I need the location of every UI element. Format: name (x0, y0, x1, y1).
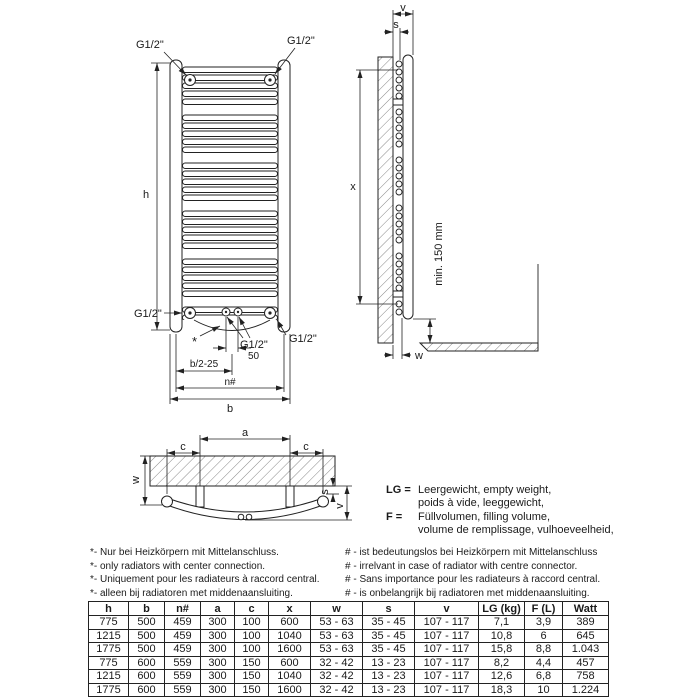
cell-watt: 457 (563, 656, 609, 670)
legend-key-f: F = (386, 511, 403, 523)
center-connection-plan-right (246, 514, 252, 520)
rung-tubes-section (395, 60, 403, 316)
cell-f: 8,8 (525, 643, 563, 657)
wall-plan (150, 456, 335, 486)
footnote-star-de: *- Nur bei Heizkörpern mit Mittelanschluss. (90, 547, 279, 558)
cell-n: 559 (165, 656, 201, 670)
col-header-s: s (363, 602, 415, 616)
cell-n: 459 (165, 643, 201, 657)
side-view-drawing (348, 2, 548, 367)
cell-h: 1775 (89, 683, 129, 697)
label-g12-bottom-center: G1/2" (240, 339, 268, 351)
cell-v: 107 - 117 (415, 629, 479, 643)
col-header-n: n# (165, 602, 201, 616)
label-dim-v-plan: v (334, 503, 346, 509)
footnotes-star (90, 546, 320, 600)
cell-c: 150 (235, 670, 269, 684)
cell-watt: 1.043 (563, 643, 609, 657)
label-g12-top-left: G1/2" (136, 39, 164, 51)
bracket-plan-right (286, 486, 294, 507)
cell-lg: 8,2 (479, 656, 525, 670)
cell-a: 300 (201, 629, 235, 643)
curved-tube-plan (167, 498, 323, 520)
cell-x: 1040 (269, 670, 311, 684)
label-dim-c-left: c (180, 441, 186, 453)
table-row (89, 616, 609, 630)
cell-h: 775 (89, 616, 129, 630)
label-g12-bottom-right: G1/2" (289, 333, 317, 345)
label-dim-w-plan: w (130, 476, 142, 484)
legend-key-lg: LG = (386, 484, 411, 496)
legend (386, 484, 614, 538)
table-row (89, 683, 609, 697)
col-header-watt: Watt (563, 602, 609, 616)
cell-c: 100 (235, 616, 269, 630)
cell-b: 600 (129, 670, 165, 684)
cell-watt: 758 (563, 670, 609, 684)
radiator-top-body (162, 486, 329, 520)
label-dim-w: w (415, 350, 423, 362)
cell-b: 500 (129, 629, 165, 643)
cell-v: 107 - 117 (415, 616, 479, 630)
cell-a: 300 (201, 616, 235, 630)
col-header-f: F (L) (525, 602, 563, 616)
col-header-h: h (89, 602, 129, 616)
footnotes-hash (345, 546, 600, 600)
label-g12-top-right: G1/2" (287, 35, 315, 47)
footnote-hash-de: # - ist bedeutungslos bei Heizkörpern mit Mittelanschluss (345, 547, 598, 558)
label-dim-h: h (142, 189, 150, 201)
cell-v: 107 - 117 (415, 683, 479, 697)
cell-h: 1215 (89, 670, 129, 684)
cell-watt: 389 (563, 616, 609, 630)
cell-f: 10 (525, 683, 563, 697)
cell-x: 1600 (269, 683, 311, 697)
cell-n: 459 (165, 629, 201, 643)
legend-f-line2: volume de remplissage, vulhoeveelheid, (418, 524, 614, 536)
label-dim-x: x (350, 181, 356, 193)
right-rail (278, 60, 290, 332)
cell-n: 559 (165, 670, 201, 684)
cell-x: 600 (269, 656, 311, 670)
table-row (89, 656, 609, 670)
table-row (89, 629, 609, 643)
cell-v: 107 - 117 (415, 670, 479, 684)
col-header-v: v (415, 602, 479, 616)
label-dim-b2-25: b/2-25 (189, 359, 219, 370)
cell-h: 1775 (89, 643, 129, 657)
footnote-star-fr: *- Uniquement pour les radiateurs à raccord central. (90, 574, 320, 585)
left-rail (170, 60, 182, 332)
cell-s: 35 - 45 (363, 616, 415, 630)
footnote-star-en: *- only radiators with center connection. (90, 560, 266, 572)
front-rail-side (403, 55, 413, 319)
cell-a: 300 (201, 643, 235, 657)
rail-end-right (318, 496, 329, 507)
label-dim-s: s (393, 19, 399, 31)
cell-s: 35 - 45 (363, 629, 415, 643)
cell-s: 13 - 23 (363, 670, 415, 684)
label-dim-n: n# (224, 377, 236, 388)
cell-c: 100 (235, 629, 269, 643)
wall-section (378, 57, 393, 343)
radiator-rungs (182, 66, 278, 320)
cell-f: 4,4 (525, 656, 563, 670)
label-min-clearance: min. 150 mm (433, 222, 445, 286)
legend-lg-line2: poids à vide, leeggewicht, (418, 497, 544, 509)
col-header-w: w (311, 602, 363, 616)
label-dim-c-right: c (303, 441, 309, 453)
label-dim-a: a (241, 428, 249, 439)
center-connection-bow (194, 320, 270, 331)
col-header-lg: LG (kg) (479, 602, 525, 616)
cell-n: 559 (165, 683, 201, 697)
footnote-hash-en: # - irrelvant in case of radiator with centre connector. (345, 560, 578, 572)
cell-lg: 7,1 (479, 616, 525, 630)
cell-h: 1215 (89, 629, 129, 643)
cell-w: 53 - 63 (311, 643, 363, 657)
cell-c: 150 (235, 656, 269, 670)
cell-n: 459 (165, 616, 201, 630)
cell-f: 6,8 (525, 670, 563, 684)
front-view-drawing (90, 8, 340, 424)
cell-b: 600 (129, 683, 165, 697)
cell-s: 35 - 45 (363, 643, 415, 657)
legend-row-lg (386, 484, 614, 510)
legend-lg-line1: Leergewicht, empty weight, (418, 484, 552, 496)
label-dim-b: b (226, 403, 234, 415)
footnote-hash-fr: # - Sans importance pour les radiateurs à raccord central. (345, 574, 601, 585)
label-dim-v: v (400, 2, 406, 14)
footnote-hash-nl: # - is onbelangrijk bij radiatoren met middenaansluiting. (345, 587, 590, 599)
cell-c: 150 (235, 683, 269, 697)
cell-watt: 1.224 (563, 683, 609, 697)
col-header-c: c (235, 602, 269, 616)
cell-w: 53 - 63 (311, 616, 363, 630)
label-g12-bottom-left: G1/2" (134, 308, 162, 320)
cell-a: 300 (201, 670, 235, 684)
cell-x: 600 (269, 616, 311, 630)
cell-w: 32 - 42 (311, 683, 363, 697)
cell-f: 3,9 (525, 616, 563, 630)
cell-x: 1600 (269, 643, 311, 657)
dimensions-table (88, 601, 609, 697)
bracket-plan-left (196, 486, 204, 507)
footnote-star-nl: *- alleen bij radiatoren met middenaansluiting. (90, 587, 293, 599)
table-row (89, 670, 609, 684)
label-dim-50: 50 (248, 351, 260, 362)
cell-v: 107 - 117 (415, 643, 479, 657)
cell-c: 100 (235, 643, 269, 657)
col-header-x: x (269, 602, 311, 616)
cell-lg: 10,8 (479, 629, 525, 643)
cell-f: 6 (525, 629, 563, 643)
label-dim-s-plan: s (319, 489, 331, 495)
top-view-drawing (55, 428, 355, 550)
cell-s: 13 - 23 (363, 656, 415, 670)
cell-w: 32 - 42 (311, 656, 363, 670)
table-header-row (89, 602, 609, 616)
legend-row-f (386, 511, 614, 537)
label-center-star: * (192, 334, 198, 349)
cell-lg: 12,6 (479, 670, 525, 684)
cell-b: 500 (129, 643, 165, 657)
cell-a: 300 (201, 683, 235, 697)
cell-b: 600 (129, 656, 165, 670)
cell-w: 53 - 63 (311, 629, 363, 643)
table-row (89, 643, 609, 657)
rail-end-left (162, 496, 173, 507)
col-header-a: a (201, 602, 235, 616)
cell-a: 300 (201, 656, 235, 670)
cell-x: 1040 (269, 629, 311, 643)
cell-watt: 645 (563, 629, 609, 643)
cell-lg: 18,3 (479, 683, 525, 697)
legend-f-line1: Füllvolumen, filling volume, (418, 511, 551, 523)
cell-s: 13 - 23 (363, 683, 415, 697)
cell-b: 500 (129, 616, 165, 630)
radiator-side-body (393, 55, 413, 319)
cell-v: 107 - 117 (415, 656, 479, 670)
cell-lg: 15,8 (479, 643, 525, 657)
cell-h: 775 (89, 656, 129, 670)
radiator-front-body (170, 60, 290, 332)
cell-w: 32 - 42 (311, 670, 363, 684)
col-header-b: b (129, 602, 165, 616)
center-connection-plan-left (238, 514, 244, 520)
